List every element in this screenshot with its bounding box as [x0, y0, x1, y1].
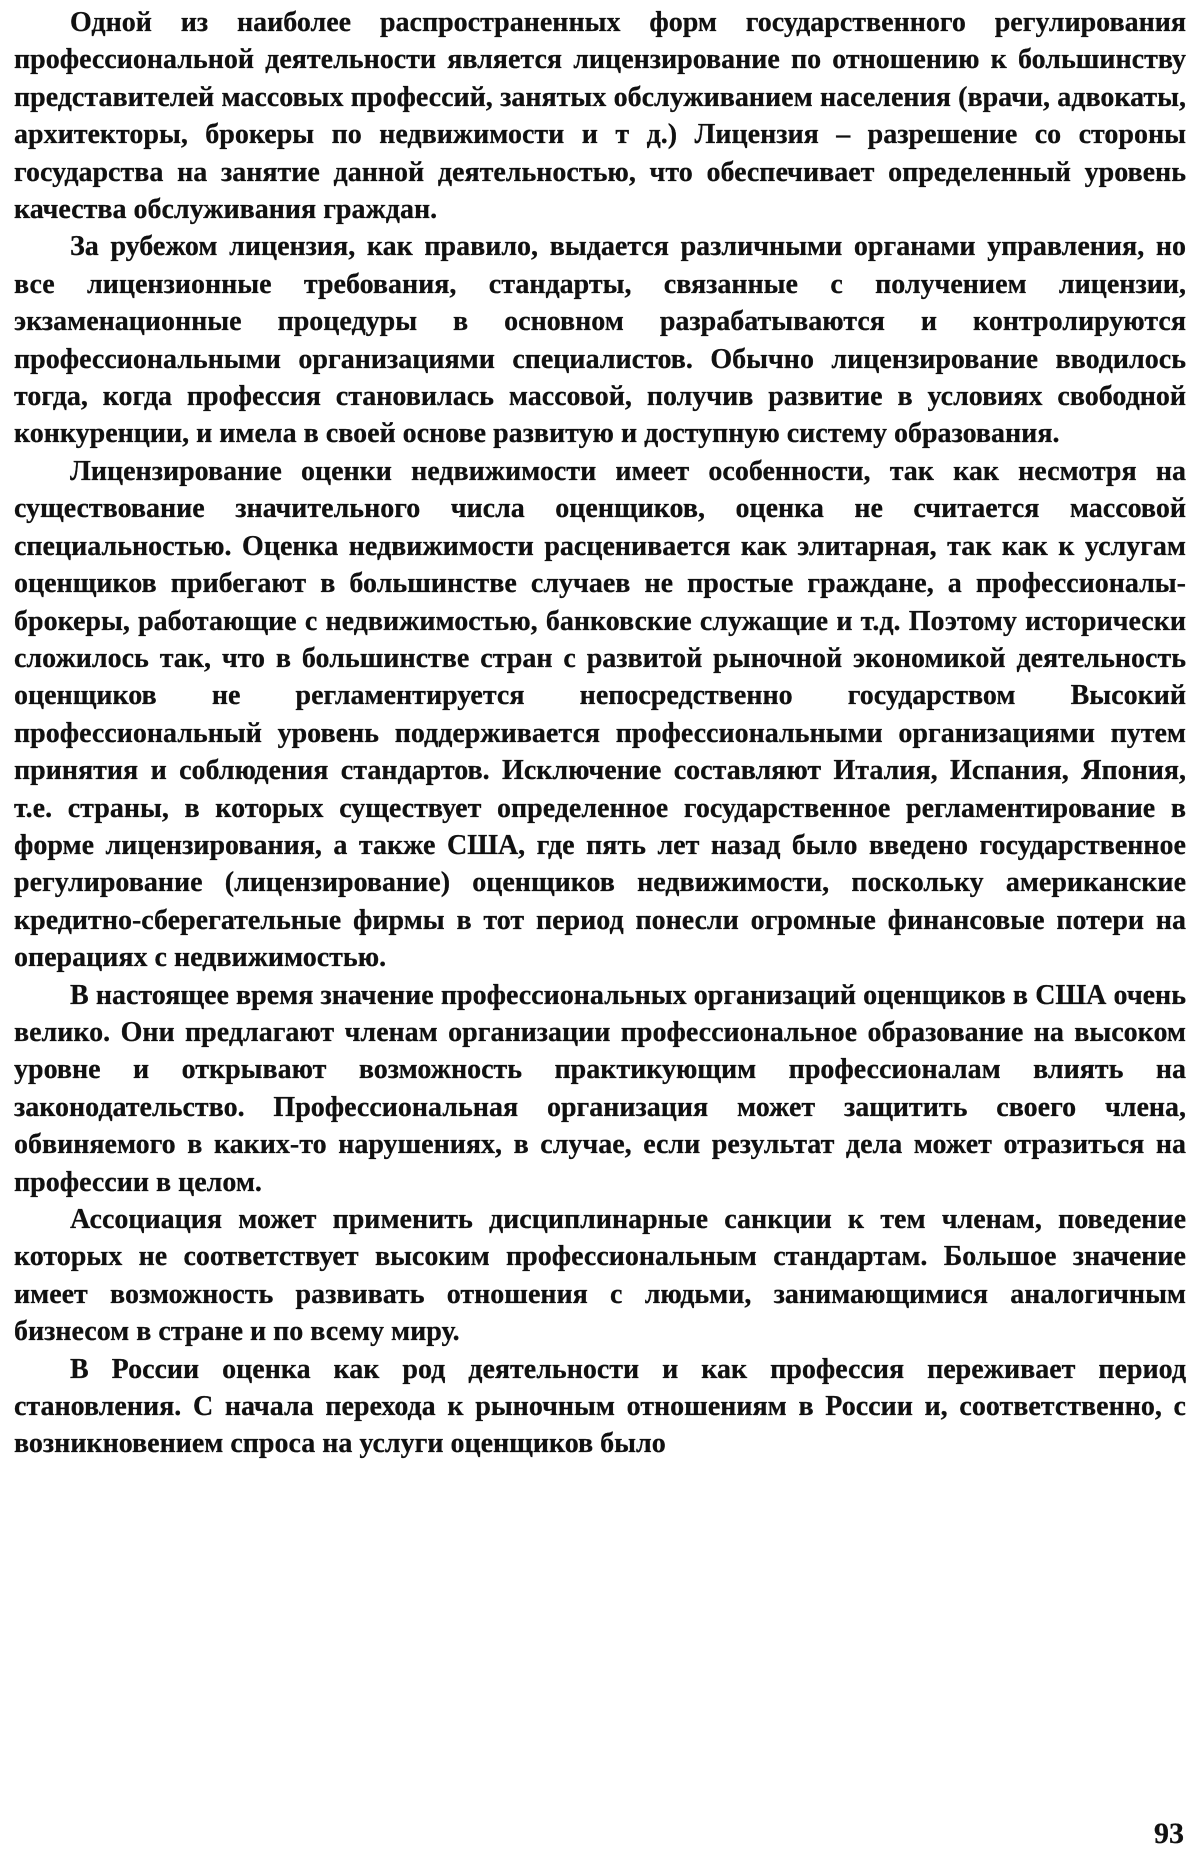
paragraph-russia-appraisal: В России оценка как род деятельности и как профессия переживает период становления. С начала перехода к рыночным отношениям в России и, соответственно, с возникновением спроса на услуги оценщиков было — [14, 1353, 1186, 1460]
paragraph-licensing-abroad: За рубежом лицензия, как правило, выдается различными органами управления, но все лицензионные требования, стандарты, связанные с получением лицензии, экзаменационные процедуры в основном разрабатываются и контролируются профессиональными организациями специалистов. Обычно лицензирование вводилось тогда, когда профессия становилась массовой, получив развитие в условиях свободной конкуренции, и имела в своей основе развитую и доступную систему образования. — [14, 231, 1186, 450]
page-number: 93 — [1154, 1816, 1184, 1850]
paragraph-licensing-intro: Одной из наиболее распространенных форм государственного регулирования профессиональной деятельности является лицензирование по отношению к большинству представителей массовых профессий, занятых обслуживанием населения (врачи, адвокаты, архитекторы, брокеры по недвижимости и т д.) Лицензия – разрешение со стороны государства на занятие данной деятельностью, что обеспечивает определенный уровень качества обслуживания граждан. — [14, 7, 1186, 226]
paragraph-us-organizations: В настоящее время значение профессиональных организаций оценщиков в США очень велико. Они предлагают членам организации профессиональное образование на высоком уровне и открывают возможность практикующим профессионалам влиять на законодательство. Профессиональная организация может защитить своего члена, обвиняемого в каких-то нарушениях, в случае, если результат дела может отразиться на профессии в целом. — [14, 979, 1186, 1198]
paragraph-appraisal-licensing: Лицензирование оценки недвижимости имеет особенности, так как несмотря на существование значительного числа оценщиков, оценка не считается массовой специальностью. Оценка недвижимости расценивается как элитарная, так как к услугам оценщиков прибегают в большинстве случаев не простые граждане, а профессионалы-брокеры, работающие с недвижимостью, банковские служащие и т.д. Поэтому исторически сложилось так, что в большинстве стран с развитой рыночной экономикой деятельность оценщиков не регламентируется непосредственно государством Высокий профессиональный уровень поддерживается профессиональными организациями путем принятия и соблюдения стандартов. Исключение составляют Италия, Испания, Япония, т.е. страны, в которых существует определенное государственное регламентирование в форме лицензирования, а также США, где пять лет назад было введено государственное регулирование (лицензирование) оценщиков недвижимости, поскольку американские кредитно-сберегательные фирмы в тот период понесли огромные финансовые потери на операциях с недвижимостью. — [14, 455, 1186, 974]
document-page — [14, 4, 1186, 1852]
paragraph-association-sanctions: Ассоциация может применить дисциплинарные санкции к тем членам, поведение которых не соответствует высоким профессиональным стандартам. Большое значение имеет возможность развивать отношения с людьми, занимающимися аналогичным бизнесом в стране и по всему миру. — [14, 1204, 1186, 1348]
